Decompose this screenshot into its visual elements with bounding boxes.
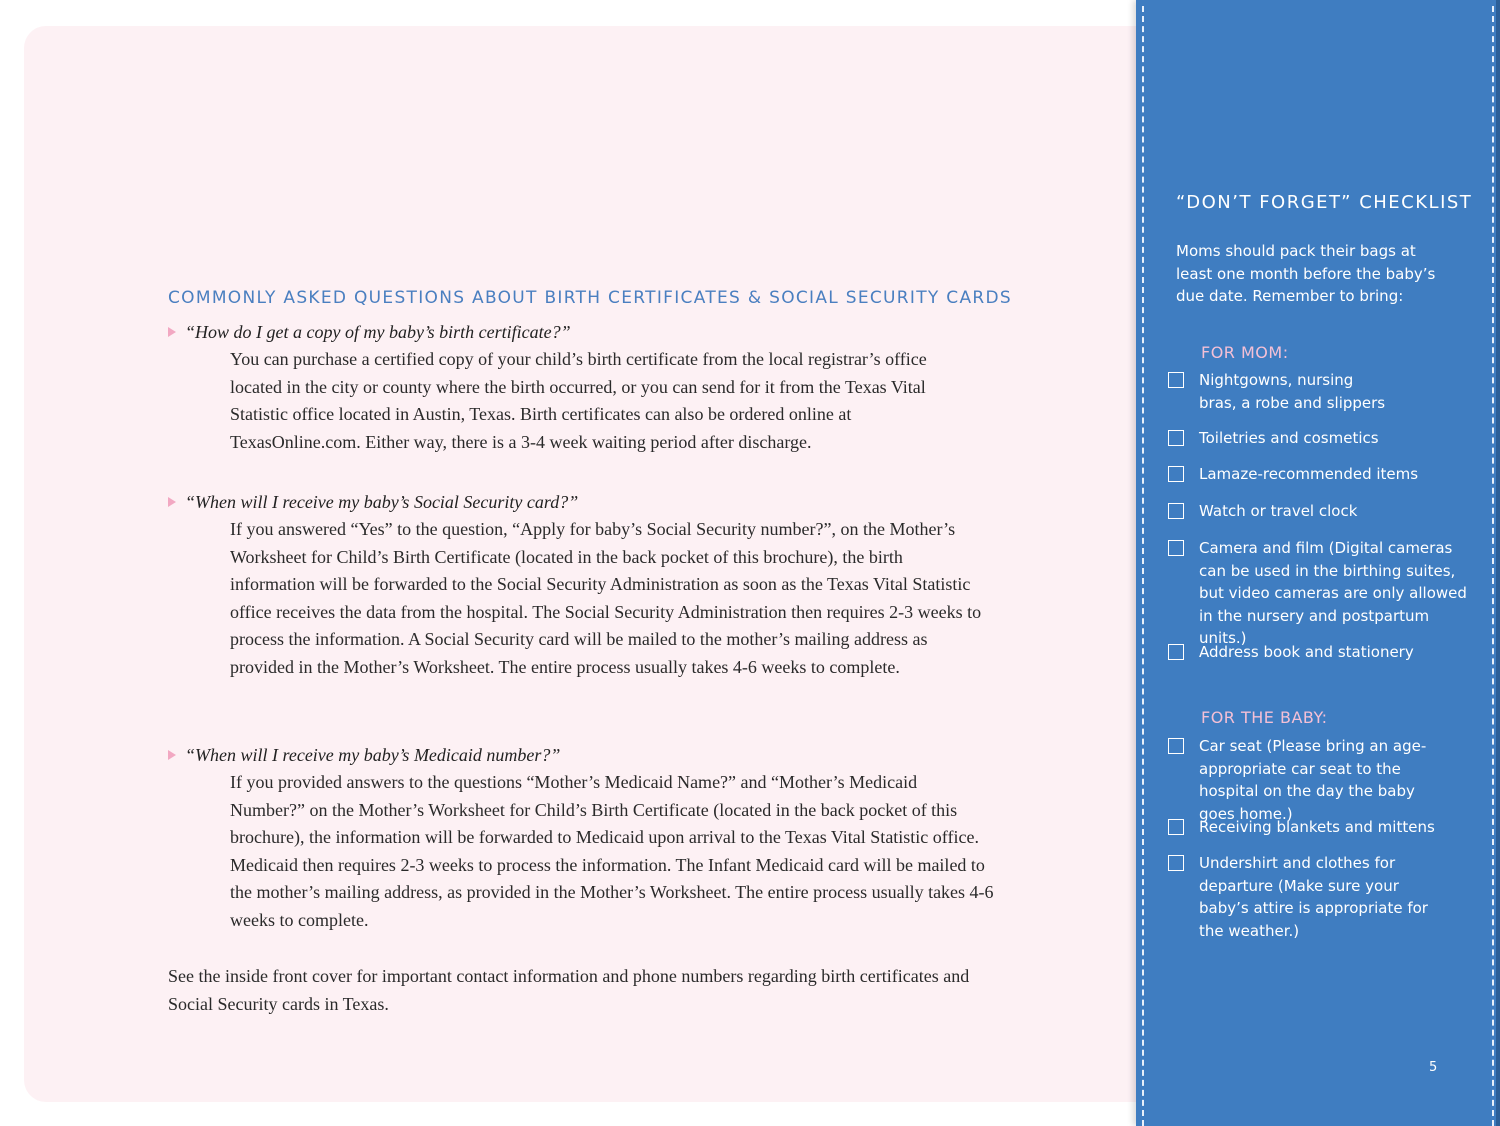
checklist-item-label: Toiletries and cosmetics [1199, 429, 1379, 447]
checklist-intro: Moms should pack their bags at least one month before the baby’s due date. Remember to bring: [1176, 242, 1436, 305]
faq-question [168, 320, 998, 344]
checklist-item-label: Nightgowns, nursing bras, a robe and slippers [1199, 371, 1386, 412]
checklist-item-label: Lamaze-recommended items [1199, 465, 1419, 483]
page-number: 5 [1429, 1060, 1438, 1075]
checkbox[interactable] [1168, 540, 1184, 556]
for-baby-heading: FOR THE BABY: [1201, 708, 1328, 727]
dashed-border-right [1492, 6, 1494, 1126]
faq-item-social-security [168, 490, 998, 682]
checklist-item [1168, 427, 1468, 450]
faq-footnote: See the inside front cover for important contact information and phone numbers regarding birth certificates and Social Security cards in Texas. [168, 966, 970, 1014]
checkbox[interactable] [1168, 503, 1184, 519]
checkbox[interactable] [1168, 819, 1184, 835]
dashed-border-left [1142, 6, 1144, 1126]
faq-item-birth-certificate [168, 320, 998, 456]
faq-answer: If you provided answers to the questions “Mother’s Medicaid Name?” and “Mother’s Medicaid Number?” on the Mother’s Worksheet for Child’s Birth Certificate (located in the back pocket of this brochure), the information will be forwarded to Medicaid upon arrival to the Texas Vital Statistic office. Medicaid then requires 2-3 weeks to process the information. The Infant Medicaid card will be mailed to the mother’s mailing address, as provided in the Mother’s Worksheet. The entire process usually takes 4-6 weeks to complete. [230, 772, 994, 930]
faq-item-medicaid [168, 743, 998, 935]
checklist-item [1168, 500, 1468, 523]
checklist-item [1168, 735, 1468, 825]
checkbox[interactable] [1168, 738, 1184, 754]
triangle-bullet-icon [168, 327, 176, 337]
checklist-item [1168, 369, 1428, 414]
faq-heading: COMMONLY ASKED QUESTIONS ABOUT BIRTH CERTIFICATES & SOCIAL SECURITY CARDS [168, 288, 1012, 308]
checklist-item-label: Undershirt and clothes for departure (Make sure your baby’s attire is appropriate for the weather.) [1199, 854, 1428, 940]
checklist-item [1168, 537, 1478, 650]
checklist-item [1168, 641, 1468, 664]
checkbox[interactable] [1168, 644, 1184, 660]
for-mom-heading: FOR MOM: [1201, 343, 1289, 362]
faq-answer: You can purchase a certified copy of your child’s birth certificate from the local registrar’s office located in the city or county where the birth occurred, or you can send for it from the Texas Vital Statistic office located in Austin, Texas. Birth certificates can also be ordered online at TexasOnline.com. Either way, there is a 3-4 week waiting period after discharge. [230, 349, 927, 452]
checkbox[interactable] [1168, 372, 1184, 388]
checklist-item-label: Receiving blankets and mittens [1199, 818, 1435, 836]
sidebar-edge [1496, 0, 1500, 1126]
faq-answer: If you answered “Yes” to the question, “Apply for baby’s Social Security number?”, on the Mother’s Worksheet for Child’s Birth Certificate (located in the back pocket of this brochure), the birth information will be forwarded to the Social Security Administration as soon as the Texas Vital Statistic office receives the data from the hospital. The Social Security Administration then requires 2-3 weeks to process the information. A Social Security card will be mailed to the mother’s mailing address as provided in the Mother’s Worksheet. The entire process usually takes 4-6 weeks to complete. [230, 519, 982, 677]
faq-question-text: “How do I get a copy of my baby’s birth certificate?” [185, 322, 571, 342]
checkbox[interactable] [1168, 855, 1184, 871]
checklist-item-label: Car seat (Please bring an age-appropriate car seat to the hospital on the day the baby goes home.) [1199, 737, 1427, 823]
faq-question-text: “When will I receive my baby’s Social Security card?” [185, 492, 579, 512]
checklist-item-label: Watch or travel clock [1199, 502, 1358, 520]
checklist-item [1168, 816, 1468, 839]
faq-question [168, 490, 998, 514]
checklist-sidebar [1136, 0, 1500, 1126]
checklist-item-label: Camera and film (Digital cameras can be used in the birthing suites, but video cameras are only allowed in the nursery and postpartum units.) [1199, 539, 1467, 647]
faq-question [168, 743, 998, 767]
triangle-bullet-icon [168, 750, 176, 760]
checklist-item [1168, 852, 1468, 942]
checklist-item [1168, 463, 1468, 486]
faq-question-text: “When will I receive my baby’s Medicaid number?” [185, 745, 561, 765]
checklist-item-label: Address book and stationery [1199, 643, 1414, 661]
checklist-title: “DON’T FORGET” CHECKLIST [1176, 192, 1473, 213]
checkbox[interactable] [1168, 466, 1184, 482]
checkbox[interactable] [1168, 430, 1184, 446]
triangle-bullet-icon [168, 497, 176, 507]
